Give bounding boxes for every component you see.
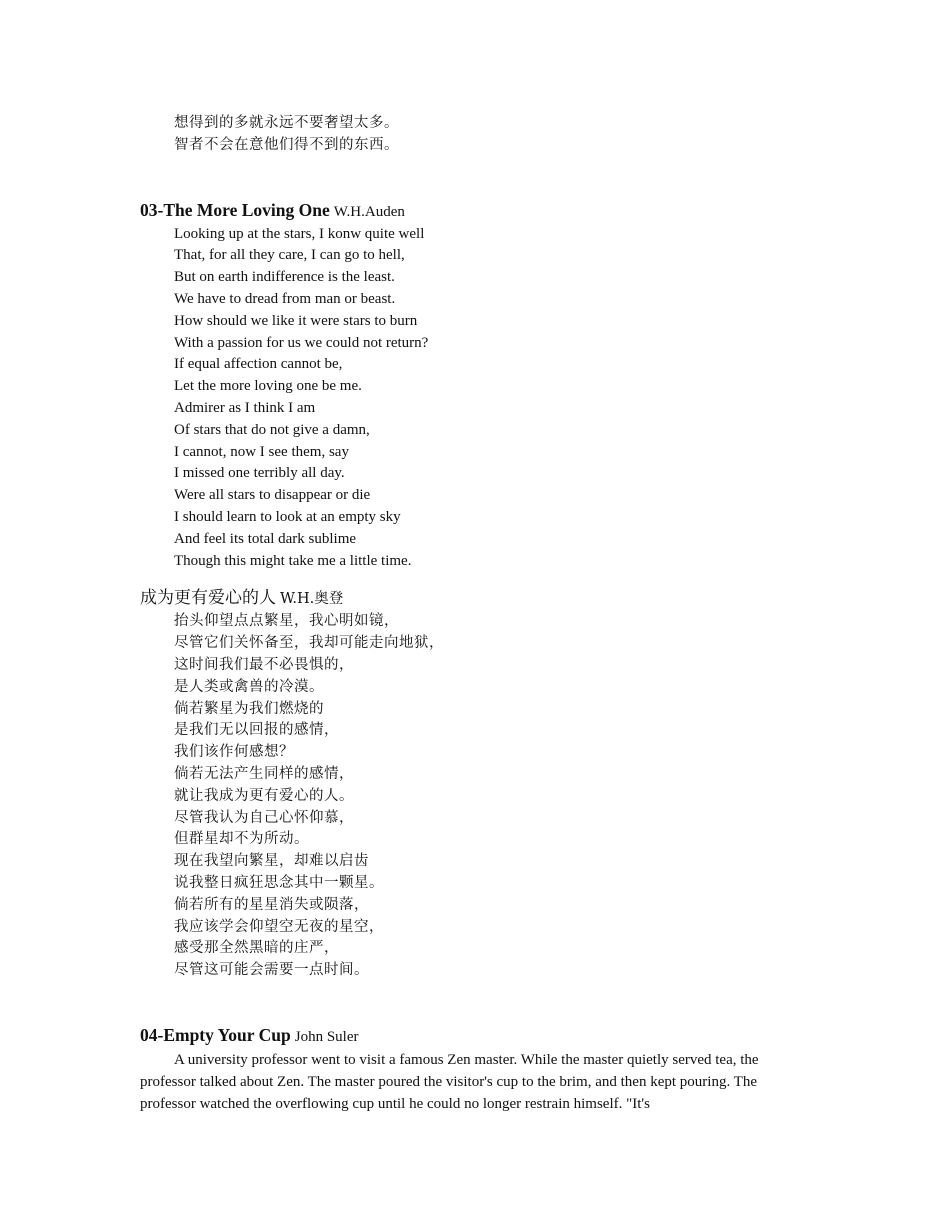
verse-line: 倘若无法产生同样的感情，: [174, 765, 354, 782]
verse-line: How should we like it were stars to burn: [174, 312, 418, 329]
poem-cn-title: 成为更有爱心的人: [140, 588, 276, 609]
verse-line: I missed one terribly all day.: [174, 465, 345, 482]
verse-line: 是人类或禽兽的冷漠。: [174, 678, 324, 695]
poem-cn-author: W.H.奥登: [280, 591, 344, 608]
essay-author: John Suler: [294, 1028, 359, 1045]
verse-line: 尽管我认为自己心怀仰慕，: [174, 809, 354, 826]
intro-verse: [140, 113, 810, 157]
verse-line: 倘若所有的星星消失或陨落，: [174, 896, 369, 913]
verse-line: Let the more loving one be me.: [174, 378, 362, 395]
verse-line: 尽管它们关怀备至，我却可能走向地狱，: [174, 635, 444, 652]
poem-en-heading: [140, 199, 810, 223]
verse-line: Admirer as I think I am: [174, 399, 316, 416]
verse-line: With a passion for us we could not return?: [174, 334, 429, 351]
verse-line: 但群星却不为所动。: [174, 831, 309, 848]
verse-line: 就让我成为更有爱心的人。: [174, 787, 354, 804]
poem-en-author: W.H.Auden: [333, 203, 405, 220]
verse-line: 智者不会在意他们得不到的东西。: [174, 136, 399, 153]
essay-title: 04-Empty Your Cup: [140, 1024, 291, 1045]
verse-line: 说我整日疯狂思念其中一颗星。: [174, 874, 384, 891]
verse-line: If equal affection cannot be,: [174, 356, 343, 373]
verse-line: 感受那全然黑暗的庄严，: [174, 940, 339, 957]
verse-line: 倘若繁星为我们燃烧的: [174, 700, 324, 717]
verse-line: But on earth indifference is the least.: [174, 269, 395, 286]
poem-cn-heading: [140, 586, 810, 611]
verse-line: That, for all they care, I can go to hell,: [174, 247, 405, 264]
essay-heading: [140, 1024, 810, 1048]
verse-line: I cannot, now I see them, say: [174, 443, 349, 460]
document-page: [140, 113, 810, 1115]
verse-line: And feel its total dark sublime: [174, 530, 357, 547]
verse-line: Looking up at the stars, I konw quite well: [174, 225, 425, 242]
verse-line: 现在我望向繁星，却难以启齿: [174, 853, 369, 870]
verse-line: 我们该作何感想？: [174, 744, 294, 761]
essay-paragraph: A university professor went to visit a famous Zen master. While the master quietly served tea, the professor talked about Zen. The master poured the visitor's cup to the brim, and then kept pouring. The professor watched the overflowing cup until he could no longer restrain himself. "It's: [140, 1051, 759, 1112]
verse-line: 这时间我们最不必畏惧的，: [174, 656, 354, 673]
verse-line: Of stars that do not give a damn,: [174, 421, 370, 438]
verse-line: 想得到的多就永远不要奢望太多。: [174, 115, 399, 131]
verse-line: 抬头仰望点点繁星，我心明如镜，: [174, 613, 399, 630]
verse-line: 是我们无以回报的感情，: [174, 722, 339, 739]
poem-en-title: 03-The More Loving One: [140, 199, 330, 220]
verse-line: We have to dread from man or beast.: [174, 290, 396, 307]
poem-en-body: [140, 224, 810, 573]
verse-line: Though this might take me a little time.: [174, 552, 412, 569]
verse-line: Were all stars to disappear or die: [174, 487, 371, 504]
verse-line: 尽管这可能会需要一点时间。: [174, 962, 369, 979]
verse-line: I should learn to look at an empty sky: [174, 508, 401, 525]
verse-line: 我应该学会仰望空无夜的星空，: [174, 918, 384, 935]
poem-cn-body: [140, 611, 810, 982]
